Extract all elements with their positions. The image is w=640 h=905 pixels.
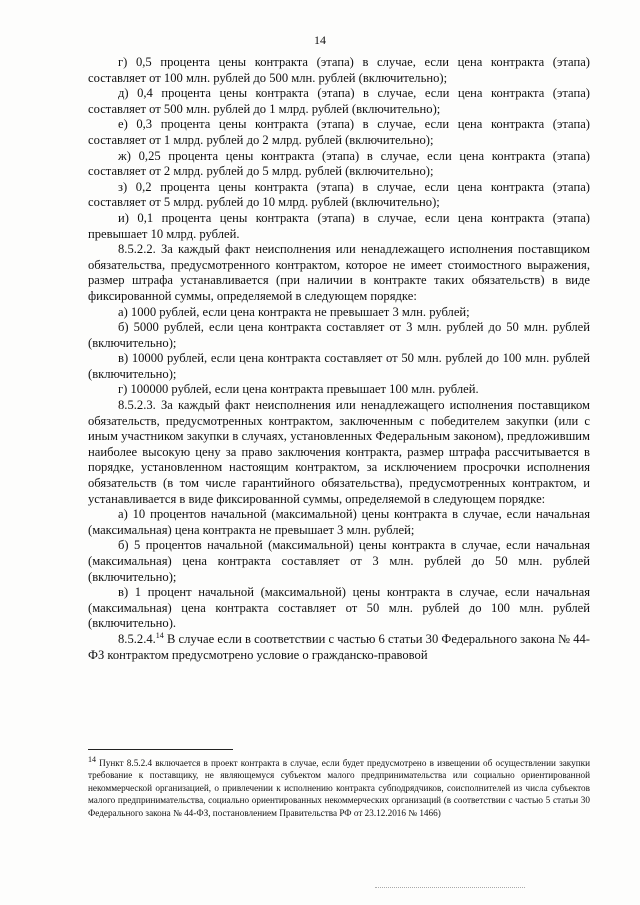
paragraph-clause-g-100000: г) 100000 рублей, если цена контракта превышает 100 млн. рублей.	[118, 382, 479, 397]
document-body	[88, 55, 590, 663]
paragraph-clause-i-01: и) 0,1 процента цены контракта (этапа) в случае, если цена контракта (этапа) превышает 10 млрд. рублей.	[88, 210, 590, 241]
paragraph-number: 8.5.2.4.	[118, 631, 156, 646]
paragraph-8-5-2-3: 8.5.2.3. За каждый факт неисполнения или ненадлежащего исполнения поставщиком обязательств, предусмотренных контрактом, заключенным с победителем закупки (или с иным участником закупки в случаях, установленных Федеральным законом), предложившим наиболее высокую цену за право заключения контракта, размер штрафа рассчитывается в порядке, установленном настоящим контрактом, за исключением просрочки исполнения обязательств (в том числе гарантийного обязательства), предусмотренных контрактом, и устанавливается в виде фиксированной суммы, определяемой в следующем порядке:	[88, 398, 590, 506]
paragraph-clause-v-1-percent: в) 1 процент начальной (максимальной) цены контракта в случае, если начальная (максимальная) цена контракта составляет от 50 млн. рублей до 100 млн. рублей (включительно).	[88, 585, 590, 631]
paragraph-clause-g-05: г) 0,5 процента цены контракта (этапа) в случае, если цена контракта (этапа) составляет от 100 млн. рублей до 500 млн. рублей (включительно);	[88, 55, 590, 85]
page-number: 14	[314, 33, 326, 47]
paragraph-clause-b-5-percent: б) 5 процентов начальной (максимальной) цены контракта в случае, если начальная (максимальная) цена контракта составляет от 3 млн. рублей до 50 млн. рублей (включительно);	[88, 538, 590, 584]
paragraph-text: В случае если в соответствии с частью 6 статьи 30 Федерального закона № 44-ФЗ контрактом предусмотрено условие о гражданско-правовой	[88, 631, 590, 662]
paragraph-clause-a-10-percent: а) 10 процентов начальной (максимальной) цены контракта в случае, если начальная (максимальная) цена контракта не превышает 3 млн. рублей;	[88, 507, 590, 537]
paragraph-8-5-2-4	[88, 632, 590, 663]
paragraph-clause-a-1000: а) 1000 рублей, если цена контракта не превышает 3 млн. рублей;	[118, 304, 470, 319]
footnote-reference[interactable]: 14	[155, 630, 164, 640]
footnote-separator	[88, 749, 233, 750]
paragraph-clause-e-03: е) 0,3 процента цены контракта (этапа) в случае, если цена контракта (этапа) составляет от 1 млрд. рублей до 2 млрд. рублей (включительно);	[88, 117, 590, 147]
paragraph-clause-z-02: з) 0,2 процента цены контракта (этапа) в случае, если цена контракта (этапа) составляет от 5 млрд. рублей до 10 млрд. рублей (включительно);	[88, 179, 590, 210]
paragraph-clause-v-10000: в) 10000 рублей, если цена контракта составляет от 50 млн. рублей до 100 млн. рублей (включительно);	[88, 351, 590, 381]
footnote-marker: 14	[88, 754, 96, 764]
scan-artifact	[375, 887, 525, 888]
footnote	[88, 754, 590, 819]
paragraph-clause-zh-025: ж) 0,25 процента цены контракта (этапа) в случае, если цена контракта (этапа) составляет от 2 млрд. рублей до 5 млрд. рублей (включительно);	[88, 148, 590, 179]
footnote-text: Пункт 8.5.2.4 включается в проект контракта в случае, если будет предусмотрено в извещении об осуществлении закупки требование к поставщику, не являющемуся субъектом малого предпринимательства или социально ориентированной некоммерческой организацией, о привлечении к исполнению контракта субподрядчиков, соисполнителей из числа субъектов малого предпринимательства, социально ориентированных некоммерческих организаций (в соответствии с частью 5 статьи 30 Федерального закона № 44-ФЗ, постановлением Правительства РФ от 23.12.2016 № 1466)	[88, 758, 590, 818]
paragraph-clause-d-04: д) 0,4 процента цены контракта (этапа) в случае, если цена контракта (этапа) составляет от 500 млн. рублей до 1 млрд. рублей (включительно);	[88, 86, 590, 116]
paragraph-8-5-2-2: 8.5.2.2. За каждый факт неисполнения или ненадлежащего исполнения поставщиком обязательства, предусмотренного контрактом, которое не имеет стоимостного выражения, размер штрафа устанавливается (при наличии в контракте таких обязательств) в виде фиксированной суммы, определяемой в следующем порядке:	[88, 242, 590, 303]
paragraph-clause-b-5000: б) 5000 рублей, если цена контракта составляет от 3 млн. рублей до 50 млн. рублей (включительно);	[88, 320, 590, 350]
